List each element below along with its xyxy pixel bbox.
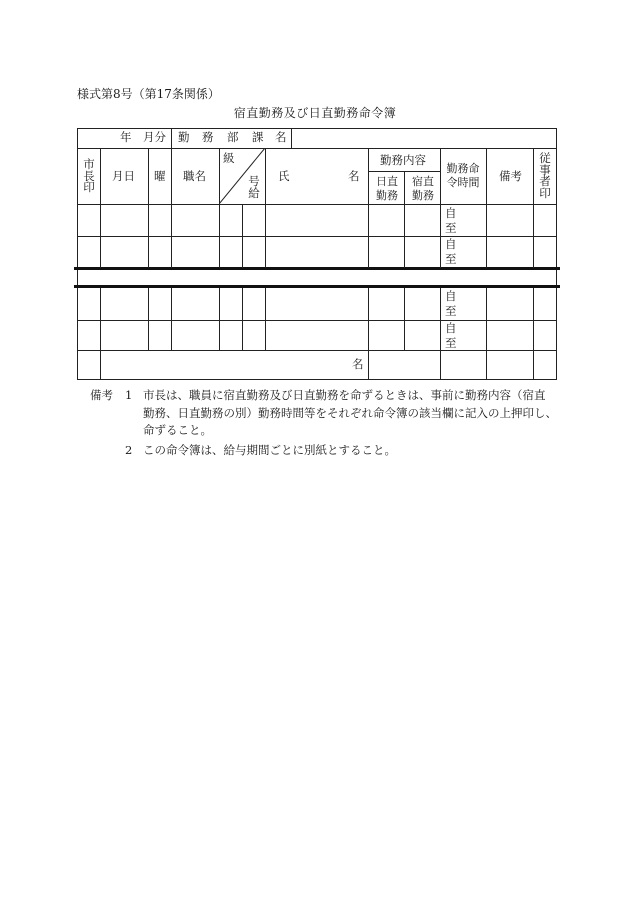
dept-char-1: 勤 [178, 130, 190, 144]
rule-colhead-bottom [77, 204, 557, 205]
month-part-label: 月分 [143, 130, 166, 144]
from-marker: 自 [445, 206, 457, 220]
rule-col [486, 288, 487, 380]
note-text: 市長は、職員に宿直勤務及び日直勤務を命ずるときは、事前に勤務内容（宿直 勤務、日直勤務の別）勤務時間等をそれぞれ命令簿の該当欄に記入の上押印し、 命ずること。 [143, 388, 557, 437]
note-number: 2 [125, 443, 133, 457]
day-duty-header: 日直 勤務 [376, 175, 398, 202]
total-count-suffix: 名 [352, 357, 364, 371]
to-marker: 至 [445, 221, 457, 235]
rule-col [486, 148, 487, 268]
step-header: 号 給 [248, 174, 260, 200]
rule-col [533, 148, 534, 268]
from-marker: 自 [445, 321, 457, 335]
remarks-header: 備考 [499, 169, 522, 183]
form-title: 宿直勤務及び日直勤務命令簿 [233, 106, 397, 120]
rule-col [368, 288, 369, 380]
rule-col [100, 350, 101, 380]
rule-col [171, 288, 172, 350]
year-label: 年 [120, 130, 132, 144]
rule-col [440, 148, 441, 268]
name-header-left: 氏 [278, 169, 290, 183]
position-header: 職名 [183, 169, 206, 183]
rule-col [533, 288, 534, 380]
name-header-right: 名 [348, 169, 360, 183]
to-marker: 至 [445, 304, 457, 318]
from-marker: 自 [445, 237, 457, 251]
rule-col [368, 148, 369, 268]
section-separator [74, 267, 560, 270]
table-frame [77, 128, 557, 380]
grade-header: 級 [223, 151, 235, 165]
rule-col [440, 288, 441, 380]
to-marker: 至 [445, 336, 457, 350]
rule-col [171, 148, 172, 268]
dept-char-4: 課 [252, 130, 264, 144]
dept-char-5: 名 [275, 130, 287, 144]
staff-seal-header: 従 事 者 印 [539, 151, 551, 200]
rule-col [148, 288, 149, 350]
weekday-header: 曜 [154, 169, 166, 183]
rule-col [404, 171, 405, 268]
form-number: 様式第8号（第17条関係） [77, 87, 220, 101]
rule-col [265, 288, 266, 350]
rule-col [148, 148, 149, 268]
rule-col [404, 288, 405, 350]
rule-col [100, 148, 101, 268]
order-hours-header: 勤務命 令時間 [446, 162, 480, 189]
note-text: この命令簿は、給与期間ごとに別紙とすること。 [143, 443, 396, 457]
rule-col [242, 204, 243, 268]
section-separator [74, 285, 560, 288]
to-marker: 至 [445, 252, 457, 266]
rule-header-bottom [77, 148, 557, 149]
from-marker: 自 [445, 289, 457, 303]
dept-char-3: 部 [227, 130, 239, 144]
mayor-seal-header: 市 長 印 [83, 157, 95, 194]
dept-char-2: 務 [202, 130, 214, 144]
rule-row-4 [77, 350, 557, 351]
notes-heading: 備考 [90, 388, 113, 402]
rule-row-1 [77, 236, 557, 237]
duty-content-header: 勤務内容 [380, 153, 426, 167]
rule-col [242, 288, 243, 350]
note-number: 1 [125, 388, 133, 402]
rule-header-v2 [291, 128, 292, 148]
month-day-header: 月日 [112, 169, 135, 183]
rule-row-3 [77, 320, 557, 321]
night-duty-header: 宿直 勤務 [412, 175, 434, 202]
duty-order-table [77, 128, 557, 380]
rule-col [219, 288, 220, 350]
rule-header-v1 [171, 128, 172, 148]
rule-col [100, 288, 101, 350]
